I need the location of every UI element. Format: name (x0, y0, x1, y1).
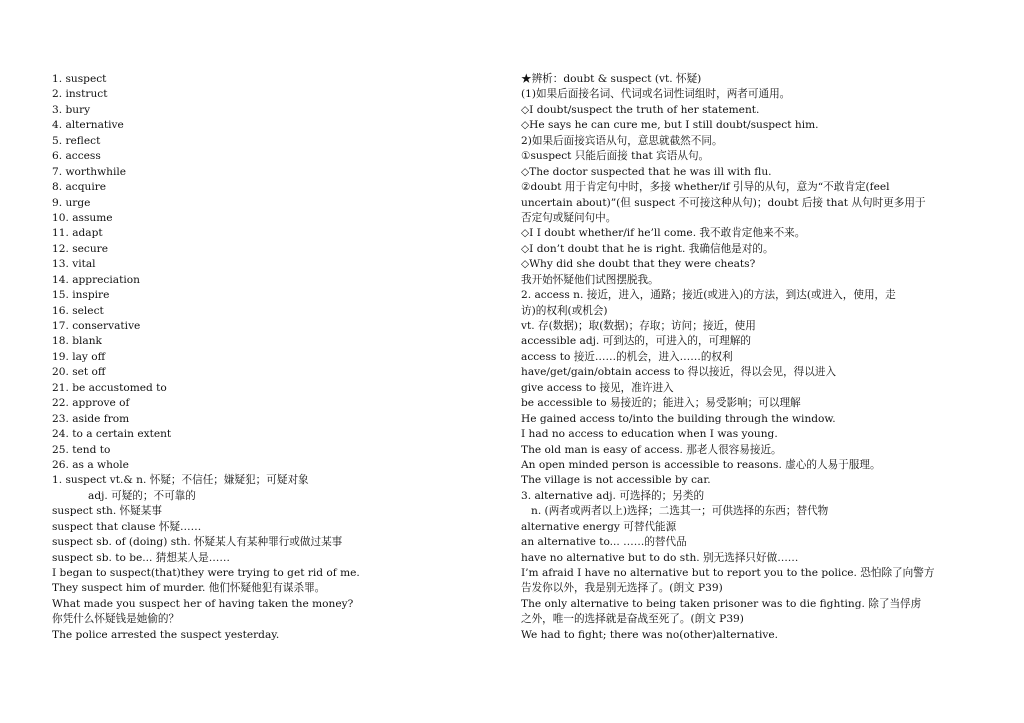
example-sentence: We had to fight; there was no(other)alternative. (521, 628, 779, 641)
vocab-item: 20. set off (52, 366, 106, 379)
example-sentence: ◇Why did she doubt that they were cheats? (521, 258, 756, 271)
example-sentence: He gained access to/into the building through the window. (521, 412, 836, 425)
vocab-item: 10. assume (52, 211, 113, 224)
note-line: suspect that clause 怀疑…… (52, 520, 202, 533)
vocab-item: 18. blank (52, 335, 102, 348)
vocab-item: 9. urge (52, 196, 91, 209)
note-line: suspect sb. to be... 猜想某人是…… (52, 551, 230, 564)
example-sentence: I’m afraid I have no alternative but to report you to the police. 恐怕除了向警方 (521, 567, 935, 579)
note-line: suspect sb. of (doing) sth. 怀疑某人有某种罪行或做过某事 (52, 536, 343, 549)
vocab-item: 15. inspire (52, 289, 110, 302)
note-line: ②doubt 用于肯定句中时，多接 whether/if 引导的从句，意为“不敢肯定(feel (521, 181, 890, 194)
example-sentence: The only alternative to being taken prisoner was to die fighting. 除了当俘虏 (521, 597, 922, 610)
note-line: 访)的权利(或机会) (521, 304, 608, 317)
right-column (521, 72, 981, 643)
comparison-heading: ★辨析：doubt & suspect (vt. 怀疑) (521, 73, 702, 85)
example-sentence: I began to suspect(that)they were trying to get rid of me. (52, 567, 360, 579)
vocab-item: 3. bury (52, 103, 91, 116)
vocab-item: 6. access (52, 150, 101, 163)
note-line: an alternative to... ……的替代品 (521, 536, 687, 549)
vocab-item: 2. instruct (52, 88, 108, 101)
note-line: ①suspect 只能后面接 that 宾语从句。 (521, 150, 710, 163)
example-sentence: 告发你以外，我是别无选择了。(朗文 P39) (521, 582, 723, 595)
note-line: give access to 接见，准许进入 (521, 381, 674, 394)
example-sentence: 你凭什么怀疑钱是她偷的？ (52, 613, 180, 626)
note-line: vt. 存(数据)；取(数据)；存取；访问；接近，使用 (521, 320, 756, 332)
note-line: access to 接近……的机会，进入……的权利 (521, 350, 733, 363)
vocab-item: 17. conservative (52, 320, 141, 332)
note-line: uncertain about)”(但 suspect 不可接这种从句)；doubt 后接 that 从句时更多用于 (521, 196, 926, 209)
note-line: 2)如果后面接宾语从句，意思就截然不同。 (521, 134, 723, 147)
example-sentence: ◇He says he can cure me, but I still doubt/suspect him. (521, 119, 819, 132)
vocab-item: 7. worthwhile (52, 165, 127, 178)
vocab-item: 14. appreciation (52, 273, 140, 286)
note-line: suspect sth. 怀疑某事 (52, 505, 162, 518)
vocab-item: 12. secure (52, 242, 109, 255)
note-line: accessible adj. 可到达的，可进入的，可理解的 (521, 335, 751, 348)
vocab-item: 4. alternative (52, 119, 124, 132)
vocab-item: 1. suspect (52, 73, 107, 85)
vocab-item: 25. tend to (52, 443, 111, 456)
note-heading: 2. access n. 接近，进入，通路；接近(或进入)的方法，到达(或进入，使用，走 (521, 289, 896, 302)
note-line: n. (两者或两者以上)选择；二选其一；可供选择的东西；替代物 (531, 505, 829, 518)
vocab-item: 5. reflect (52, 134, 101, 147)
note-line: (1)如果后面接名词、代词或名词性词组时，两者可通用。 (521, 88, 791, 101)
example-sentence: The old man is easy of access. 那老人很容易接近。 (521, 443, 782, 456)
note-heading: 1. suspect vt.& n. 怀疑；不信任；嫌疑犯；可疑对象 (52, 474, 309, 487)
example-sentence: 之外，唯一的选择就是奋战至死了。(朗文 P39) (521, 613, 744, 626)
vocab-item: 8. acquire (52, 181, 107, 194)
example-sentence: The police arrested the suspect yesterday. (52, 628, 280, 641)
left-column (52, 72, 492, 643)
example-sentence: ◇I doubt/suspect the truth of her statement. (521, 103, 760, 116)
vocab-item: 26. as a whole (52, 458, 129, 471)
vocab-item: 19. lay off (52, 350, 106, 363)
note-line: alternative energy 可替代能源 (521, 520, 677, 533)
example-sentence: The village is not accessible by car. (521, 474, 711, 487)
note-line: adj. 可疑的；不可靠的 (88, 489, 196, 502)
example-sentence: An open minded person is accessible to reasons. 虚心的人易于服理。 (521, 458, 881, 471)
example-sentence: What made you suspect her of having taken the money? (52, 597, 354, 610)
note-line: be accessible to 易接近的；能进入；易受影响；可以理解 (521, 397, 801, 410)
vocab-item: 11. adapt (52, 227, 103, 240)
vocab-item: 24. to a certain extent (52, 428, 172, 441)
vocab-item: 21. be accustomed to (52, 381, 167, 394)
example-sentence: I had no access to education when I was young. (521, 428, 778, 441)
vocab-item: 16. select (52, 304, 104, 317)
example-sentence: They suspect him of murder. 他们怀疑他犯有谋杀罪。 (52, 582, 326, 595)
note-line: have no alternative but to do sth. 别无选择只好做…… (521, 551, 799, 564)
note-heading: 3. alternative adj. 可选择的；另类的 (521, 489, 705, 502)
vocab-item: 23. aside from (52, 412, 130, 425)
example-sentence: ◇I don’t doubt that he is right. 我确信他是对的。 (521, 242, 774, 255)
example-sentence: ◇I I doubt whether/if he’ll come. 我不敢肯定他来不来。 (521, 227, 806, 240)
example-sentence: ◇The doctor suspected that he was ill with flu. (521, 165, 772, 178)
note-line: have/get/gain/obtain access to 得以接近，得以会见，得以进入 (521, 366, 837, 379)
vocab-item: 22. approve of (52, 397, 130, 410)
example-sentence: 我开始怀疑他们试图摆脱我。 (521, 273, 659, 286)
note-line: 否定句或疑问句中。 (521, 211, 617, 224)
vocab-item: 13. vital (52, 258, 96, 271)
